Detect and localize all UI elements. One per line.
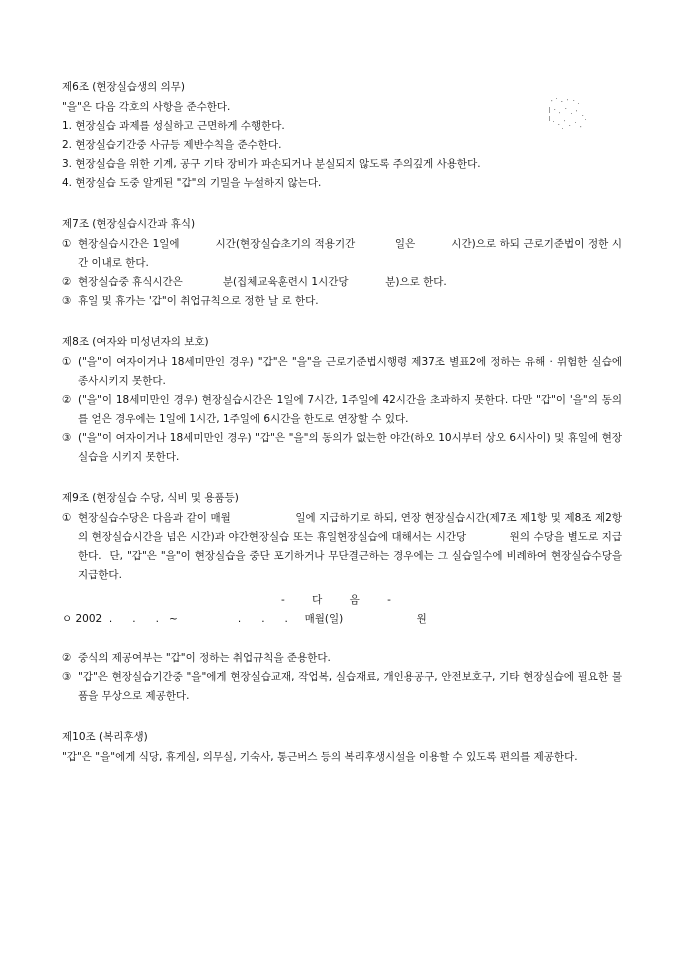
item-text: 현장실습시간은 1일에 시간(현장실습초기의 적용기간 일은 시간)으로 하되 근로기준법이 정한 시간 이내로 한다. — [78, 238, 622, 269]
item-text: 휴일 및 휴가는 '갑"이 취업규칙으로 정한 날 로 한다. — [78, 295, 319, 307]
item-number: ③ — [62, 432, 72, 444]
item-number: ② — [62, 652, 72, 664]
article-8-title: 제8조 (여자와 미성년자의 보호) — [62, 336, 209, 348]
item-text: "갑"은 현장실습기간중 "을"에게 현장실습교재, 작업복, 실습재료, 개인용공구, 안전보호구, 기타 현장실습에 필요한 물품을 무상으로 제공한다. — [78, 671, 622, 702]
item-text: 중식의 제공여부는 "갑"이 정하는 취업규칙을 준용한다. — [78, 652, 331, 664]
article-9-title: 제9조 (현장실습 수당, 식비 및 용품등) — [62, 492, 239, 504]
item-number: ① — [62, 238, 72, 250]
article-8-item — [62, 429, 622, 467]
item-text: 현장실습수당은 다음과 같이 매월 일에 지급하기로 하되, 연장 현장실습시간(제7조 제1항 및 제8조 제2항의 현장실습시간을 넘은 시간)과 야간현장실습 또는 휴일현장실습에 대해서는 시간당 원의 수당을 별도로 지급한다. 단, "갑"은 "을"이 현장실습을 중단 포기하거나 무단결근하는 경우에는 그 실습일수에 비례하여 현장실습수당을 지급한다. — [78, 512, 626, 581]
article-6-title: 제6조 (현장실습생의 의무) — [62, 81, 185, 93]
article-7-item — [62, 273, 622, 292]
article-10 — [62, 728, 622, 767]
item-text: 현장실습중 휴식시간은 분(집체교육훈련시 1시간당 분)으로 한다. — [78, 276, 447, 288]
article-8 — [62, 333, 622, 467]
item-number: ① — [62, 512, 72, 524]
item-text: ("을"이 여자이거나 18세미만인 경우) "갑"은 "을"을 근로기준법시행령 제37조 별표2에 정하는 유해 · 위험한 실습에 종사시키지 못한다. — [78, 356, 622, 387]
article-10-title: 제10조 (복리후생) — [62, 731, 148, 743]
payment-line: ㅇ 2002 . . . ~ . . . 매월(일) 원 — [62, 613, 427, 625]
scan-noise — [547, 97, 589, 131]
article-7-item — [62, 235, 622, 273]
item-number: ③ — [62, 671, 72, 683]
article-9-item — [62, 509, 626, 585]
item-number: ② — [62, 394, 72, 406]
article-10-body: "갑"은 "을"에게 식당, 휴게실, 의무실, 기숙사, 통근버스 등의 복리후생시설을 이용할 수 있도록 편의를 제공한다. — [62, 751, 578, 763]
article-6-item: 1. 현장실습 과제를 성실하고 근면하게 수행한다. — [62, 120, 285, 132]
article-7-item — [62, 292, 622, 311]
details-heading: - 다 음 - — [281, 594, 403, 606]
article-9-item — [62, 649, 622, 668]
article-7 — [62, 215, 622, 311]
item-number: ③ — [62, 295, 72, 307]
article-9 — [62, 489, 626, 706]
item-text: ("을"이 여자이거나 18세미만인 경우) "갑"은 "을"의 동의가 없는한 야간(하오 10시부터 상오 6시사이) 및 휴일에 현장실습을 시키지 못한다. — [78, 432, 622, 463]
document-body — [62, 78, 626, 789]
article-7-title: 제7조 (현장실습시간과 휴식) — [62, 218, 196, 230]
article-8-item — [62, 391, 622, 429]
article-6-item: 2. 현장실습기간중 사규등 제반수칙을 준수한다. — [62, 139, 282, 151]
article-9-tail — [62, 649, 622, 706]
article-6-item: 3. 현장실습을 위한 기계, 공구 기타 장비가 파손되거나 분실되지 않도록 주의깊게 사용한다. — [62, 158, 481, 170]
item-text: ("을"이 18세미만인 경우) 현장실습시간은 1일에 7시간, 1주일에 42시간을 초과하지 못한다. 다만 "갑"이 '을"의 동의를 얻은 경우에는 1일에 1시간, 1주일에 6시간을 한도로 연장할 수 있다. — [78, 394, 622, 425]
article-6 — [62, 78, 622, 193]
article-9-item — [62, 668, 622, 706]
item-number: ② — [62, 276, 72, 288]
article-6-item: 4. 현장실습 도중 알게된 "갑"의 기밀을 누설하지 않는다. — [62, 177, 322, 189]
article-8-item — [62, 353, 622, 391]
article-6-lead: "을"은 다음 각호의 사항을 준수한다. — [62, 101, 231, 113]
item-number: ① — [62, 356, 72, 368]
